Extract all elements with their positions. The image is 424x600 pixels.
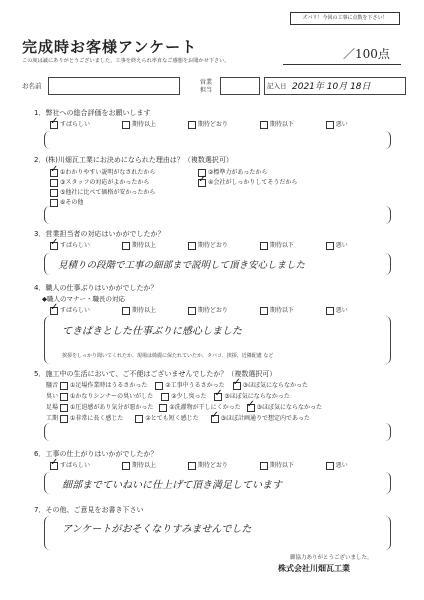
page-title: 完成時お客様アンケート: [22, 38, 198, 56]
q1-question: 1．弊社への総合評価をお願いします: [34, 109, 151, 117]
q2-opt-0[interactable]: ✓①わかりやすい説明がなされたから: [50, 167, 155, 177]
q3-opt-1[interactable]: 期待以上: [122, 242, 156, 249]
q6-question: 6．工事の仕上がりはいかがでしたか？: [34, 450, 158, 458]
checkbox-icon[interactable]: [60, 404, 68, 412]
date-label: 記入日: [267, 82, 287, 90]
q5-row-smell: 臭い ①かなりシンナーの臭いがした ②少し臭った ✓ ③ほぼ気にならなかった: [46, 391, 290, 401]
intro-text: この度は誠にありがとうございました。工事を終えられ率直なご感想をお聞かせ下さい。: [22, 58, 230, 64]
checkbox-icon[interactable]: [260, 242, 268, 250]
q2-comment-box[interactable]: [44, 206, 391, 224]
q4-opt-0[interactable]: ✓すばらしい: [50, 307, 90, 314]
q2-question: 2．(株)川畑瓦工業にお決めになられた理由は？（複数選択可）: [34, 156, 233, 164]
sales-label-2: 担当: [200, 87, 213, 94]
checkbox-icon[interactable]: [135, 415, 143, 423]
checkbox-icon[interactable]: [50, 121, 58, 129]
score-prompt-box: ズバリ！今回の工事に点数を下さい！: [290, 12, 400, 25]
checkbox-icon[interactable]: [122, 121, 130, 129]
checkbox-icon[interactable]: [326, 462, 334, 470]
checkbox-icon[interactable]: [122, 307, 130, 315]
q5-row-scaffold: 足場 ①圧迫感があり気分が悪かった ②洗濯物が干しにくかった ✓ ③ほぼ気にならなかった: [46, 402, 322, 412]
q1-opt-0[interactable]: ✓すばらしい: [50, 121, 90, 128]
q4-options: [50, 305, 348, 315]
q4-opt-1[interactable]: 期待以上: [122, 307, 156, 314]
name-field[interactable]: [48, 77, 180, 95]
checkbox-icon[interactable]: [188, 307, 196, 315]
q7-question: 7．その他、ご意見をお書き下さい: [34, 506, 144, 514]
q5-row-noise: 騒音 ①足場作業時はうるさかった ②工事中うるさかった ✓ ③ほぼ気にならなかった: [46, 380, 308, 390]
q2-opt-1[interactable]: ②標準力があったから: [198, 167, 267, 177]
q6-opt-4[interactable]: 悪い: [326, 462, 348, 469]
q3-options: [50, 240, 348, 250]
q4-opt-4[interactable]: 悪い: [326, 307, 348, 314]
q5-row-period: 工期 ①非常に長く感じた ②とても短く感じた ✓ ③ほぼ計画通りで想定内であった: [46, 413, 310, 423]
q1-opt-1[interactable]: 期待以上: [122, 121, 156, 128]
score-value: ／100点: [343, 47, 390, 61]
q4-hint: 挨拶をしっかり聞いてくれたか、現場は綺麗に保たれていたか、タバコ、挨拶、近隣配慮 など: [62, 353, 274, 359]
checkbox-icon[interactable]: [214, 393, 222, 401]
checkbox-icon[interactable]: [50, 189, 58, 197]
checkbox-icon[interactable]: [122, 462, 130, 470]
q3-opt-3[interactable]: 期待以下: [260, 242, 294, 249]
checkbox-icon[interactable]: [50, 307, 58, 315]
q6-opt-2[interactable]: 期待どおり: [188, 462, 228, 469]
checkbox-icon[interactable]: [233, 382, 241, 390]
q2-opt-5[interactable]: ⑥その他: [50, 197, 83, 207]
q5-comment-box[interactable]: [44, 423, 391, 441]
sales-field[interactable]: [220, 77, 260, 95]
checkbox-icon[interactable]: [161, 393, 169, 401]
q3-question: 3．営業担当者の対応はいかがでしたか？: [34, 230, 165, 238]
checkbox-icon[interactable]: [50, 242, 58, 250]
q1-opt-4[interactable]: 悪い: [326, 121, 348, 128]
checkbox-icon[interactable]: [260, 307, 268, 315]
checkbox-icon[interactable]: [188, 462, 196, 470]
q4-answer: てきぱきとした仕事ぶりに感心しました: [62, 326, 242, 337]
checkbox-icon[interactable]: [60, 393, 68, 401]
q4-opt-3[interactable]: 期待以下: [260, 307, 294, 314]
checkbox-icon[interactable]: [211, 415, 219, 423]
sales-label-1: 営業: [200, 79, 213, 86]
q3-opt-4[interactable]: 悪い: [326, 242, 348, 249]
checkbox-icon[interactable]: [122, 242, 130, 250]
checkbox-icon[interactable]: [155, 382, 163, 390]
checkbox-icon[interactable]: [188, 242, 196, 250]
q1-opt-3[interactable]: 期待以下: [260, 121, 294, 128]
checkbox-icon[interactable]: [326, 242, 334, 250]
checkbox-icon[interactable]: [60, 415, 68, 423]
q2-opt-2[interactable]: ③スタッフの対応がよかったから: [50, 177, 149, 187]
q4-question: 4．職人の仕事ぶりはいかがでしたか？: [34, 284, 158, 292]
name-label: お名前: [22, 82, 42, 90]
q6-options: [50, 460, 348, 470]
checkbox-icon[interactable]: [198, 179, 206, 187]
q3-opt-2[interactable]: 期待どおり: [188, 242, 228, 249]
q1-comment-box[interactable]: [44, 131, 391, 149]
checkbox-icon[interactable]: [50, 462, 58, 470]
checkbox-icon[interactable]: [326, 307, 334, 315]
checkbox-icon[interactable]: [188, 121, 196, 129]
company-name: 株式会社川畑瓦工業: [278, 564, 350, 573]
date-value: 2021年 10月 18日: [292, 82, 371, 92]
q4-opt-2[interactable]: 期待どおり: [188, 307, 228, 314]
q6-opt-0[interactable]: ✓すばらしい: [50, 462, 90, 469]
q5-question: 5．施工中の生活において、ご不便はございませんでしたか？（複数選択可）: [34, 370, 277, 378]
q2-opt-4[interactable]: ⑤他社に比べて価格が安かったから: [50, 187, 155, 197]
thanks-text: 御協力ありがとうございました。: [290, 555, 373, 561]
q3-answer: 見積りの段階で工事の細部まで説明して頂き安心しました: [58, 260, 306, 271]
checkbox-icon[interactable]: [260, 462, 268, 470]
q7-answer: アンケートがおそくなりすみませんでした: [62, 524, 252, 535]
q6-answer: 細部までていねいに仕上げて頂き満足しています: [62, 480, 282, 491]
checkbox-icon[interactable]: [260, 121, 268, 129]
checkbox-icon[interactable]: [247, 404, 255, 412]
q1-options: [50, 119, 348, 129]
q4-subheading: ◆職人のマナー・職長の対応: [42, 295, 125, 303]
checkbox-icon[interactable]: [159, 404, 167, 412]
q1-opt-2[interactable]: 期待どおり: [188, 121, 228, 128]
q6-opt-3[interactable]: 期待以下: [260, 462, 294, 469]
checkbox-icon[interactable]: [60, 382, 68, 390]
checkbox-icon[interactable]: [50, 179, 58, 187]
checkbox-icon[interactable]: [326, 121, 334, 129]
q6-opt-1[interactable]: 期待以上: [122, 462, 156, 469]
q3-opt-0[interactable]: ✓すばらしい: [50, 242, 90, 249]
q2-opt-3[interactable]: ✓ ④会社がしっかりしてそうだから: [198, 177, 297, 187]
checkbox-icon[interactable]: [50, 169, 58, 177]
